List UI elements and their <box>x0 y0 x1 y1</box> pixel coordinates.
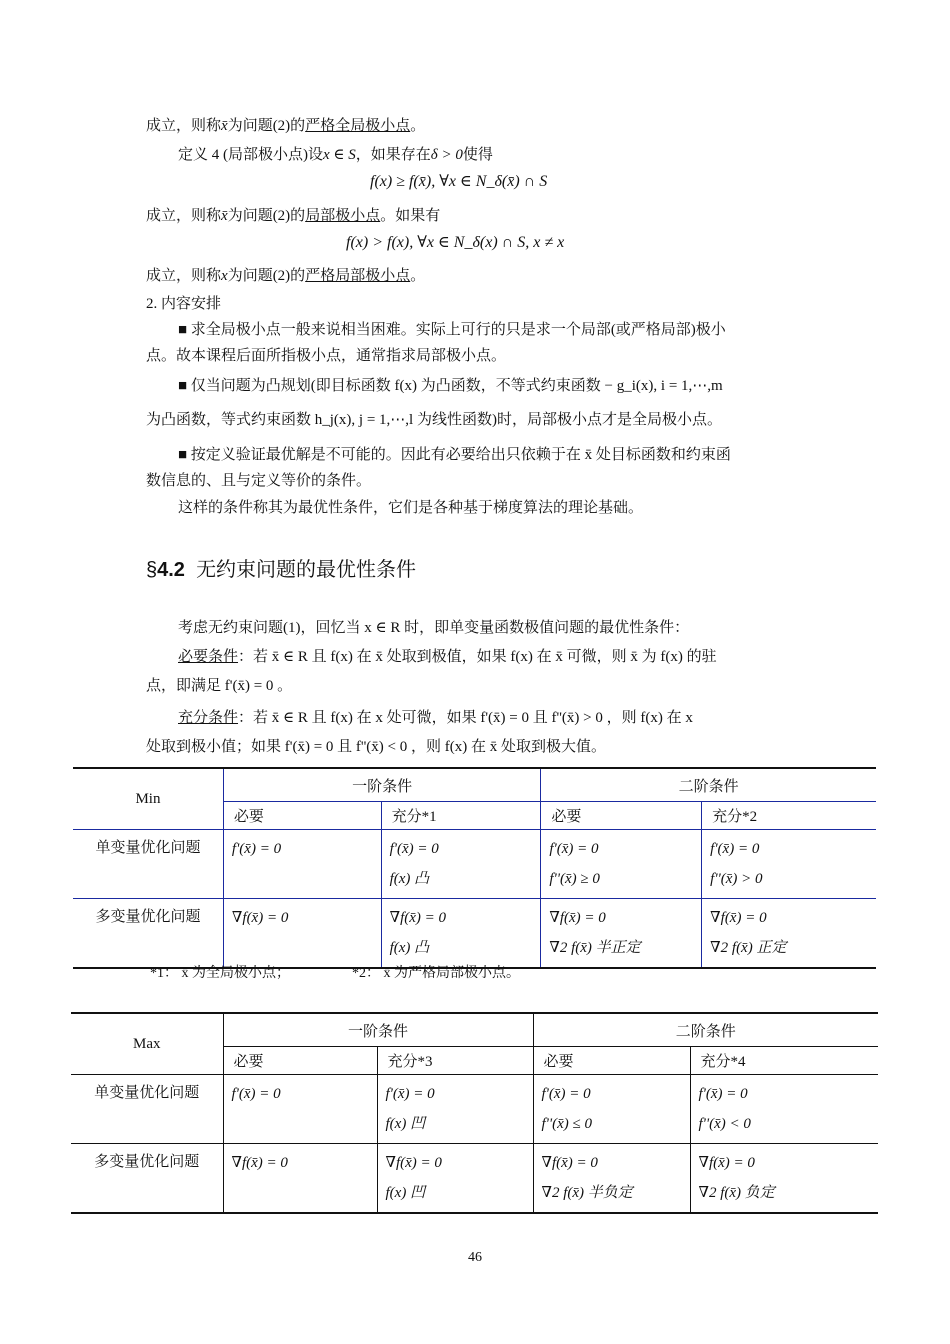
math-xbar: x̄ <box>221 208 228 224</box>
table-row <box>73 830 876 899</box>
table-cell <box>533 1075 690 1144</box>
cell-line: ∇2 f(x̄) 半正定 <box>549 940 641 956</box>
bullet-2-line-2: 为凸函数，等式约束函数 h_j(x), j = 1,⋯,l 为线性函数)时，局部极小点才是全局极小点。 <box>146 412 722 428</box>
text: 定义 4 (局部极小点)设 <box>178 147 323 163</box>
cell-line: f(x) 凹 <box>385 1185 426 1201</box>
cell-line: f''(x̄) < 0 <box>698 1116 751 1132</box>
row-label: 单变量优化问题 <box>73 830 223 899</box>
row-label: 多变量优化问题 <box>73 899 223 969</box>
paragraph-local-min <box>146 206 440 226</box>
cell-line: f'(x̄) = 0 <box>549 841 599 857</box>
table-cell <box>223 830 381 899</box>
footnote-2: *2： x̄ 为严格局部极小点。 <box>352 966 520 981</box>
text: ，如果存在 <box>355 147 431 163</box>
necessary-condition-line-2: 点，即满足 f'(x̄) = 0 。 <box>146 678 293 694</box>
cell-line: f''(x̄) ≤ 0 <box>541 1116 592 1132</box>
header-second-order: 二阶条件 <box>541 768 876 802</box>
necessary-condition-line-1 <box>178 647 717 667</box>
section-number: 4.2 <box>157 559 185 581</box>
cell-line: f(x) 凸 <box>389 940 430 956</box>
cell-line: ∇2 f(x̄) 半负定 <box>541 1185 633 1201</box>
text: 成立，则称 <box>146 208 222 224</box>
sufficient-condition-line-1 <box>178 708 693 728</box>
text: 。 <box>410 268 426 284</box>
header-first-order: 一阶条件 <box>223 1013 533 1047</box>
term-necessary: 必要条件 <box>178 649 239 665</box>
header-second-order: 二阶条件 <box>533 1013 878 1047</box>
bullet-2-line-1: ■ 仅当问题为凸规划(即目标函数 f(x) 为凸函数，不等式约束函数 − g_i(x), i = 1,⋯,m <box>178 378 723 394</box>
cell-line: ∇f(x̄) = 0 <box>710 910 767 926</box>
text: 。如果有 <box>380 208 441 224</box>
table-cell <box>377 1144 533 1214</box>
table-cell <box>223 899 381 969</box>
math: x ∈ S <box>323 147 356 163</box>
header-necessary: 必要 <box>223 1047 377 1075</box>
cell-line: f'(x̄) = 0 <box>541 1086 591 1102</box>
bullet-1-line-2: 点。故本课程后面所指极小点，通常指求局部极小点。 <box>146 348 507 364</box>
table-cell <box>541 830 702 899</box>
cell-line: f'(x̄) = 0 <box>231 1086 281 1102</box>
header-sufficient-4: 充分*4 <box>690 1047 878 1075</box>
footnote-1: *1： x̄ 为全局极小点； <box>150 966 290 981</box>
section-title: 无约束问题的最优性条件 <box>196 559 417 581</box>
table-cell <box>381 899 541 969</box>
cell-line: f(x) 凸 <box>389 871 430 887</box>
section-mark: § <box>146 559 158 581</box>
sufficient-condition-line-2: 处取到极小值；如果 f'(x̄) = 0 且 f''(x̄) < 0 ，则 f(x) 在 x̄ 处取到极大值。 <box>146 739 606 755</box>
header-necessary: 必要 <box>541 802 702 830</box>
table-cell <box>533 1144 690 1214</box>
paragraph-optimality: 这样的条件称其为最优性条件，它们是各种基于梯度算法的理论基础。 <box>178 500 644 516</box>
cell-line: f'(x̄) = 0 <box>710 841 760 857</box>
cell-line: f'(x̄) = 0 <box>389 841 439 857</box>
text: 为问题(2)的 <box>227 268 306 284</box>
table-row <box>71 1144 878 1214</box>
math: δ > 0 <box>430 147 463 163</box>
math-xbar: x̄ <box>221 118 228 134</box>
table-cell <box>381 830 541 899</box>
bullet-3-line-1: ■ 按定义验证最优解是不可能的。因此有必要给出只依赖于在 x̄ 处目标函数和约束函 <box>178 447 731 463</box>
paragraph-unconstrained: 考虑无约束问题(1)，回忆当 x ∈ R 时，即单变量函数极值问题的最优性条件： <box>178 620 690 636</box>
definition-4 <box>178 145 493 165</box>
table-cell <box>223 1144 377 1214</box>
term-strict-local-min: 严格局部极小点 <box>305 268 411 284</box>
header-necessary: 必要 <box>533 1047 690 1075</box>
table-corner: Max <box>71 1013 223 1075</box>
header-necessary: 必要 <box>223 802 381 830</box>
term-strict-global-min: 严格全局极小点 <box>305 118 411 134</box>
cell-line: f'(x̄) = 0 <box>231 841 282 857</box>
header-first-order: 一阶条件 <box>223 768 540 802</box>
table-max-conditions <box>71 1012 878 1214</box>
text: 为问题(2)的 <box>227 118 306 134</box>
text: 为问题(2)的 <box>227 208 306 224</box>
table-row <box>73 899 876 969</box>
section-heading <box>146 553 416 582</box>
text: 成立，则称 <box>146 118 222 134</box>
table-cell <box>690 1075 878 1144</box>
row-label: 多变量优化问题 <box>71 1144 223 1214</box>
header-sufficient-3: 充分*3 <box>377 1047 533 1075</box>
term-sufficient: 充分条件 <box>178 710 239 726</box>
text: ：若 x̄ ∈ R 且 f(x) 在 x 处可微，如果 f'(x̄) = 0 且 f''(x̄) > 0 ，则 f(x) 在 x <box>238 710 693 726</box>
cell-line: f''(x̄) ≥ 0 <box>549 871 600 887</box>
row-label: 单变量优化问题 <box>71 1075 223 1144</box>
table-cell <box>223 1075 377 1144</box>
cell-line: ∇f(x̄) = 0 <box>389 910 447 926</box>
page-number: 46 <box>468 1250 482 1265</box>
paragraph-strict-global <box>146 116 425 136</box>
cell-line: ∇f(x̄) = 0 <box>549 910 606 926</box>
math-x: x <box>221 268 228 284</box>
table-cell <box>702 899 876 969</box>
heading-content-arrangement: 2. 内容安排 <box>146 296 222 312</box>
table-min-conditions <box>73 767 876 969</box>
paragraph-strict-local <box>146 266 425 286</box>
cell-line: ∇f(x̄) = 0 <box>385 1155 442 1171</box>
cell-line: f'(x̄) = 0 <box>698 1086 748 1102</box>
table-row <box>71 1075 878 1144</box>
cell-line: ∇f(x̄) = 0 <box>541 1155 598 1171</box>
table-cell <box>702 830 876 899</box>
cell-line: ∇2 f(x̄) 正定 <box>710 940 787 956</box>
text: ：若 x̄ ∈ R 且 f(x) 在 x̄ 处取到极值，如果 f(x) 在 x̄ 可微，则 x̄ 为 f(x) 的驻 <box>238 649 717 665</box>
cell-line: ∇f(x̄) = 0 <box>698 1155 755 1171</box>
term-local-min: 局部极小点 <box>305 208 381 224</box>
text: 。 <box>410 118 426 134</box>
table-cell <box>541 899 702 969</box>
bullet-1-line-1: ■ 求全局极小点一般来说相当困难。实际上可行的只是求一个局部(或严格局部)极小 <box>178 322 726 338</box>
cell-line: f''(x̄) > 0 <box>710 871 763 887</box>
table-cell <box>690 1144 878 1214</box>
cell-line: ∇f(x̄) = 0 <box>231 1155 288 1171</box>
header-sufficient-1: 充分*1 <box>381 802 541 830</box>
cell-line: ∇2 f(x̄) 负定 <box>698 1185 775 1201</box>
cell-line: ∇f(x̄) = 0 <box>231 910 289 926</box>
equation-1: f(x) ≥ f(x̄), ∀x ∈ N_δ(x̄) ∩ S <box>370 173 548 190</box>
cell-line: f'(x̄) = 0 <box>385 1086 435 1102</box>
equation-2: f(x) > f(x), ∀x ∈ N_δ(x) ∩ S, x ≠ x <box>346 234 565 251</box>
cell-line: f(x) 凹 <box>385 1116 426 1132</box>
text: 成立，则称 <box>146 268 222 284</box>
bullet-3-line-2: 数信息的、且与定义等价的条件。 <box>146 473 372 489</box>
text: 使得 <box>462 147 493 163</box>
table-cell <box>377 1075 533 1144</box>
table-corner: Min <box>73 768 223 830</box>
header-sufficient-2: 充分*2 <box>702 802 876 830</box>
